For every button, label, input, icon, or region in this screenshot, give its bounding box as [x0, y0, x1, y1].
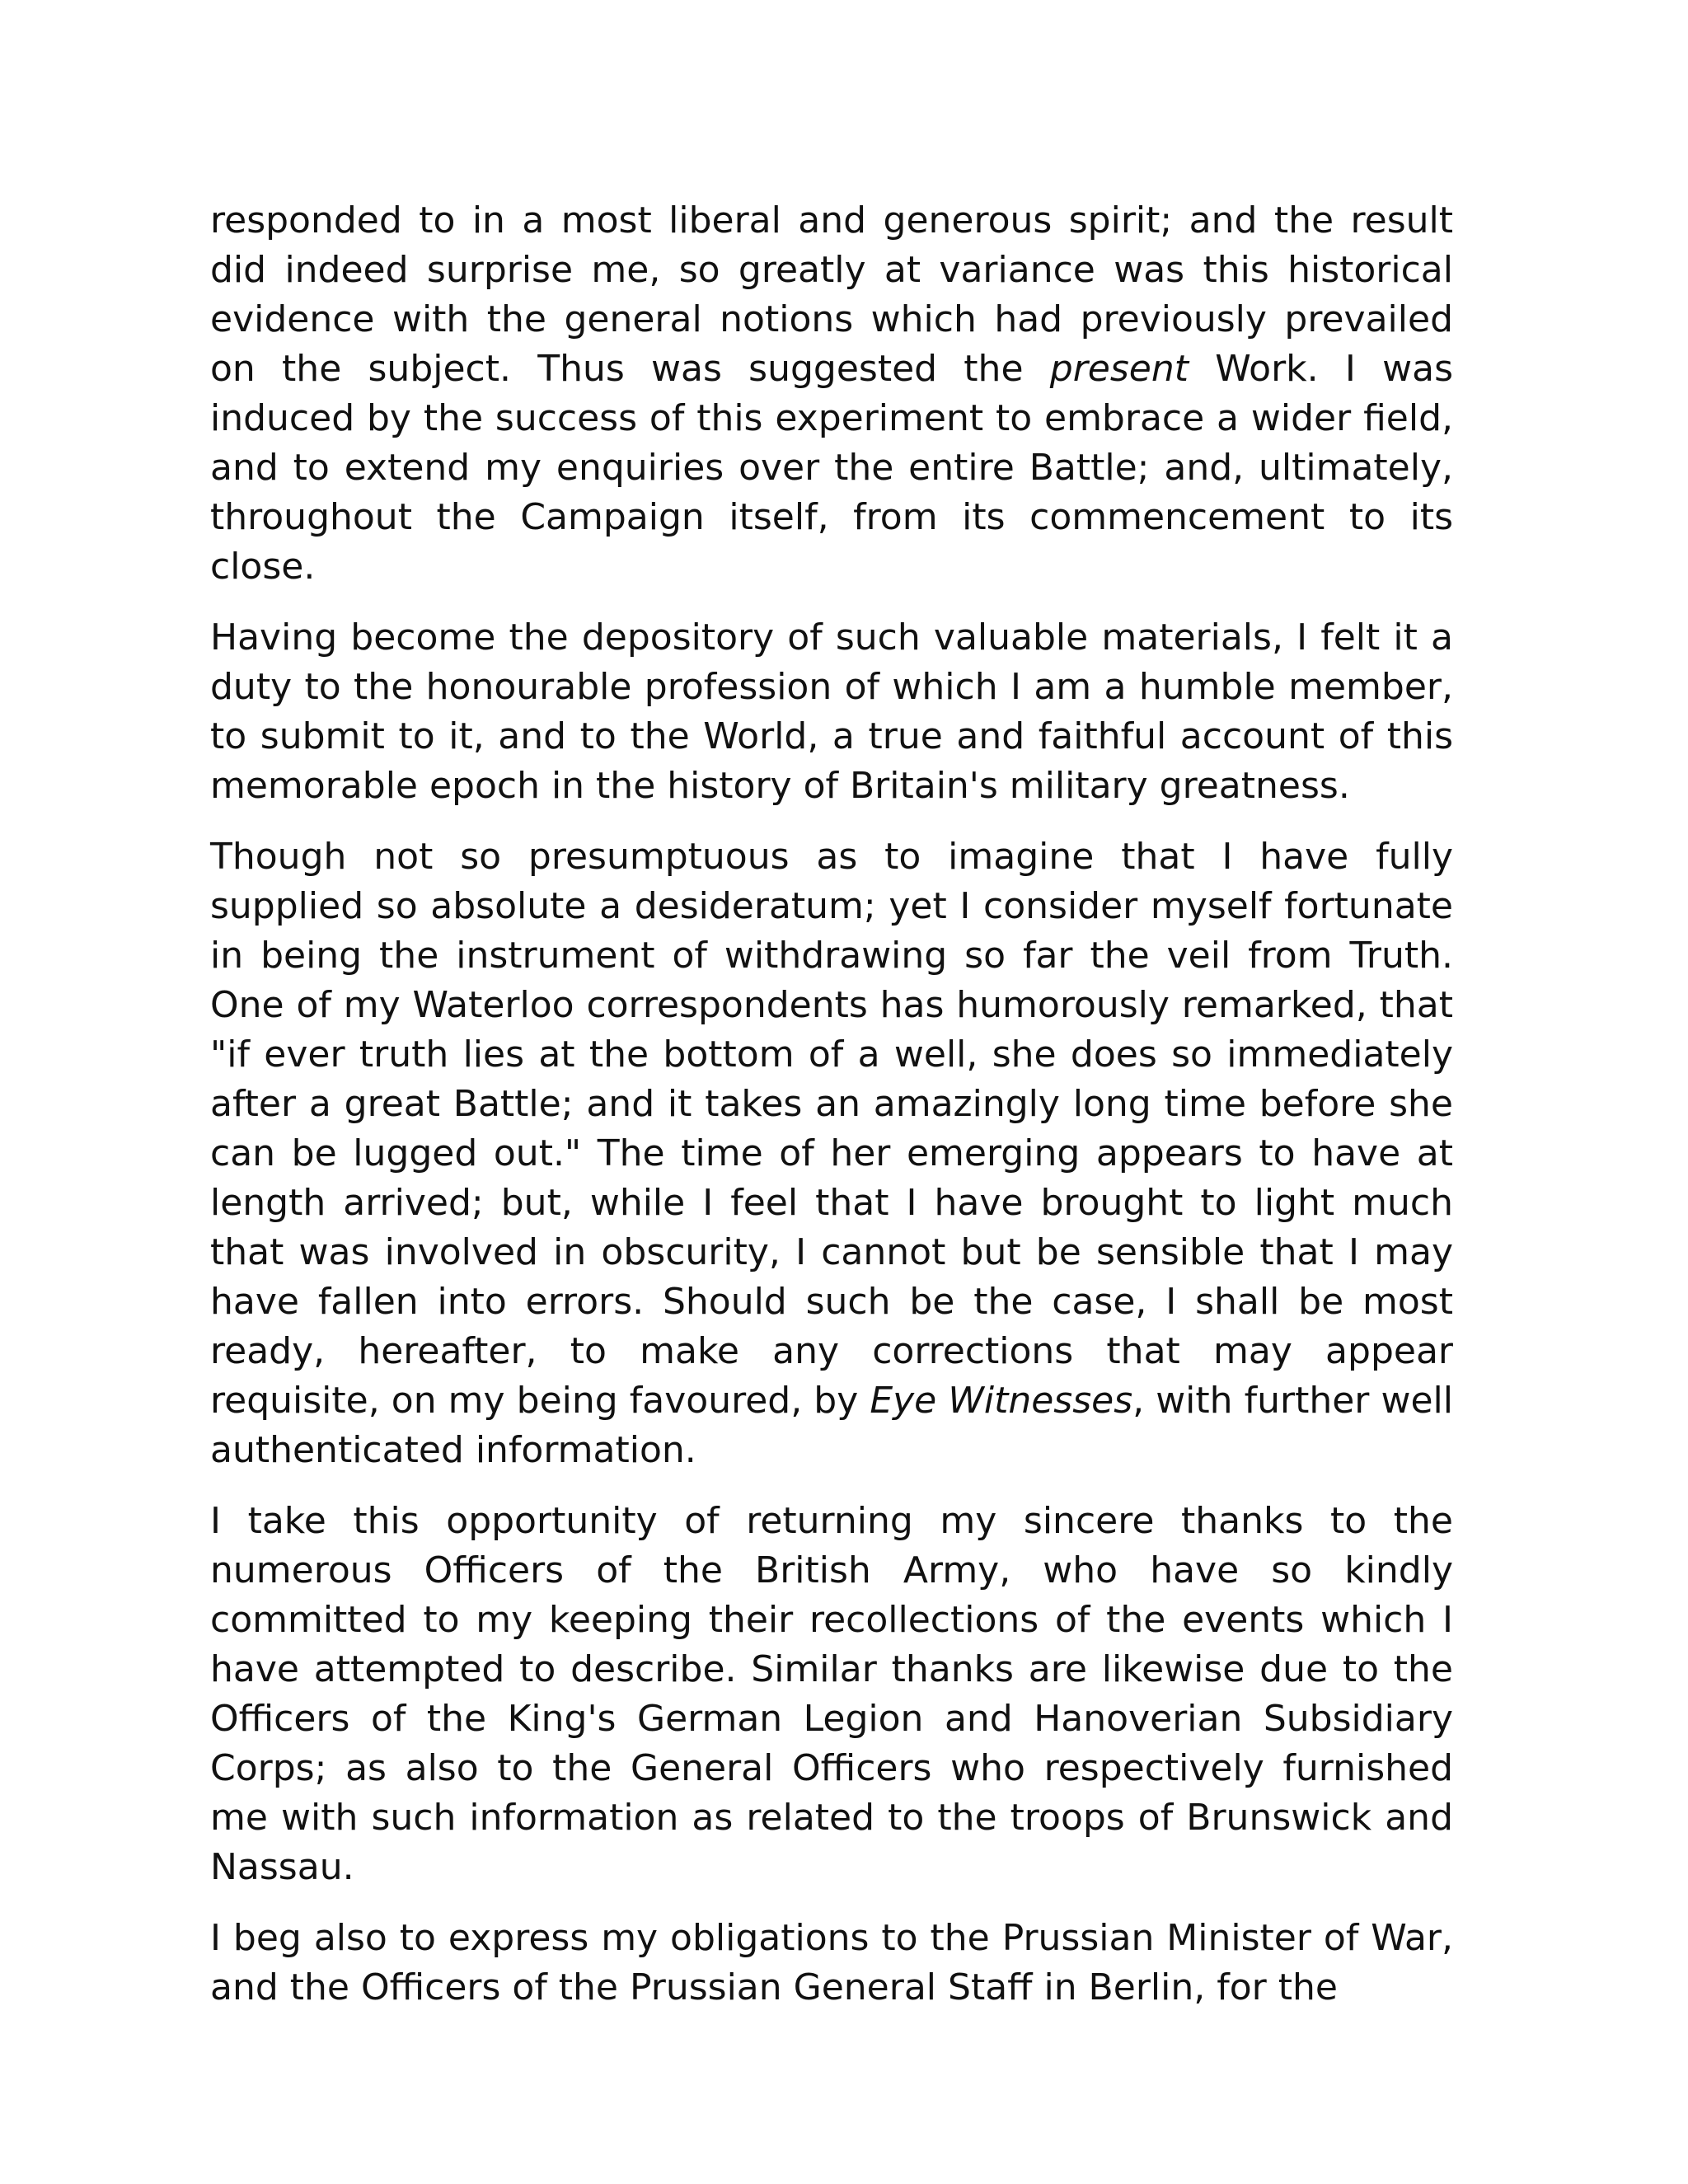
paragraph-2	[210, 613, 1453, 811]
paragraph-text: responded to in a most liberal and generous spirit; and the result did indeed surprise me, so greatly at variance was this historical evidence with the general notions which had previously prevailed on the subject. Thus was suggested the	[210, 199, 1453, 390]
paragraph-text: , with further well authenticated information.	[210, 1380, 1453, 1471]
paragraph-text: I take this opportunity of returning my sincere thanks to the numerous Officers of the British Army, who have so kindly committed to my keeping their recollections of the events which I have attempted to describe. Similar thanks are likewise due to the Officers of the King's German Legion and Hanoverian Subsidiary Corps; as also to the General Officers who respectively furnished me with such information as related to the troops of Brunswick and Nassau.	[210, 1500, 1453, 1888]
paragraph-5	[210, 1914, 1453, 2013]
paragraph-text: Though not so presumptuous as to imagine that I have fully supplied so absolute a desideratum; yet I consider myself fortunate in being the instrument of withdrawing so far the veil from Truth. One of my Waterloo correspondents has humorously remarked, that "if ever truth lies at the bottom of a well, she does so immediately after a great Battle; and it takes an amazingly long time before she can be lugged out." The time of her emerging appears to have at length arrived; but, while I feel that I have brought to light much that was involved in obscurity, I cannot but be sensible that I may have fallen into errors. Should such be the case, I shall be most ready, hereafter, to make any corrections that may appear requisite, on my being favoured, by	[210, 836, 1453, 1422]
paragraph-text: I beg also to express my obligations to the Prussian Minister of War, and the Officers of the Prussian General Staff in Berlin, for the	[210, 1917, 1453, 2008]
paragraph-4	[210, 1497, 1453, 1892]
italic-text: Eye Witnesses	[870, 1380, 1133, 1422]
paragraph-1	[210, 196, 1453, 592]
italic-text: present	[1049, 348, 1189, 390]
paragraph-3	[210, 832, 1453, 1475]
paragraph-text: Having become the depository of such valuable materials, I felt it a duty to the honourable profession of which I am a humble member, to submit to it, and to the World, a true and faithful account of this memorable epoch in the history of Britain's military greatness.	[210, 616, 1453, 807]
document-page	[210, 196, 1453, 2034]
paragraph-text: Work. I was induced by the success of this experiment to embrace a wider field, and to extend my enquiries over the entire Battle; and, ultimately, throughout the Campaign itself, from its commencement to its close.	[210, 348, 1453, 588]
